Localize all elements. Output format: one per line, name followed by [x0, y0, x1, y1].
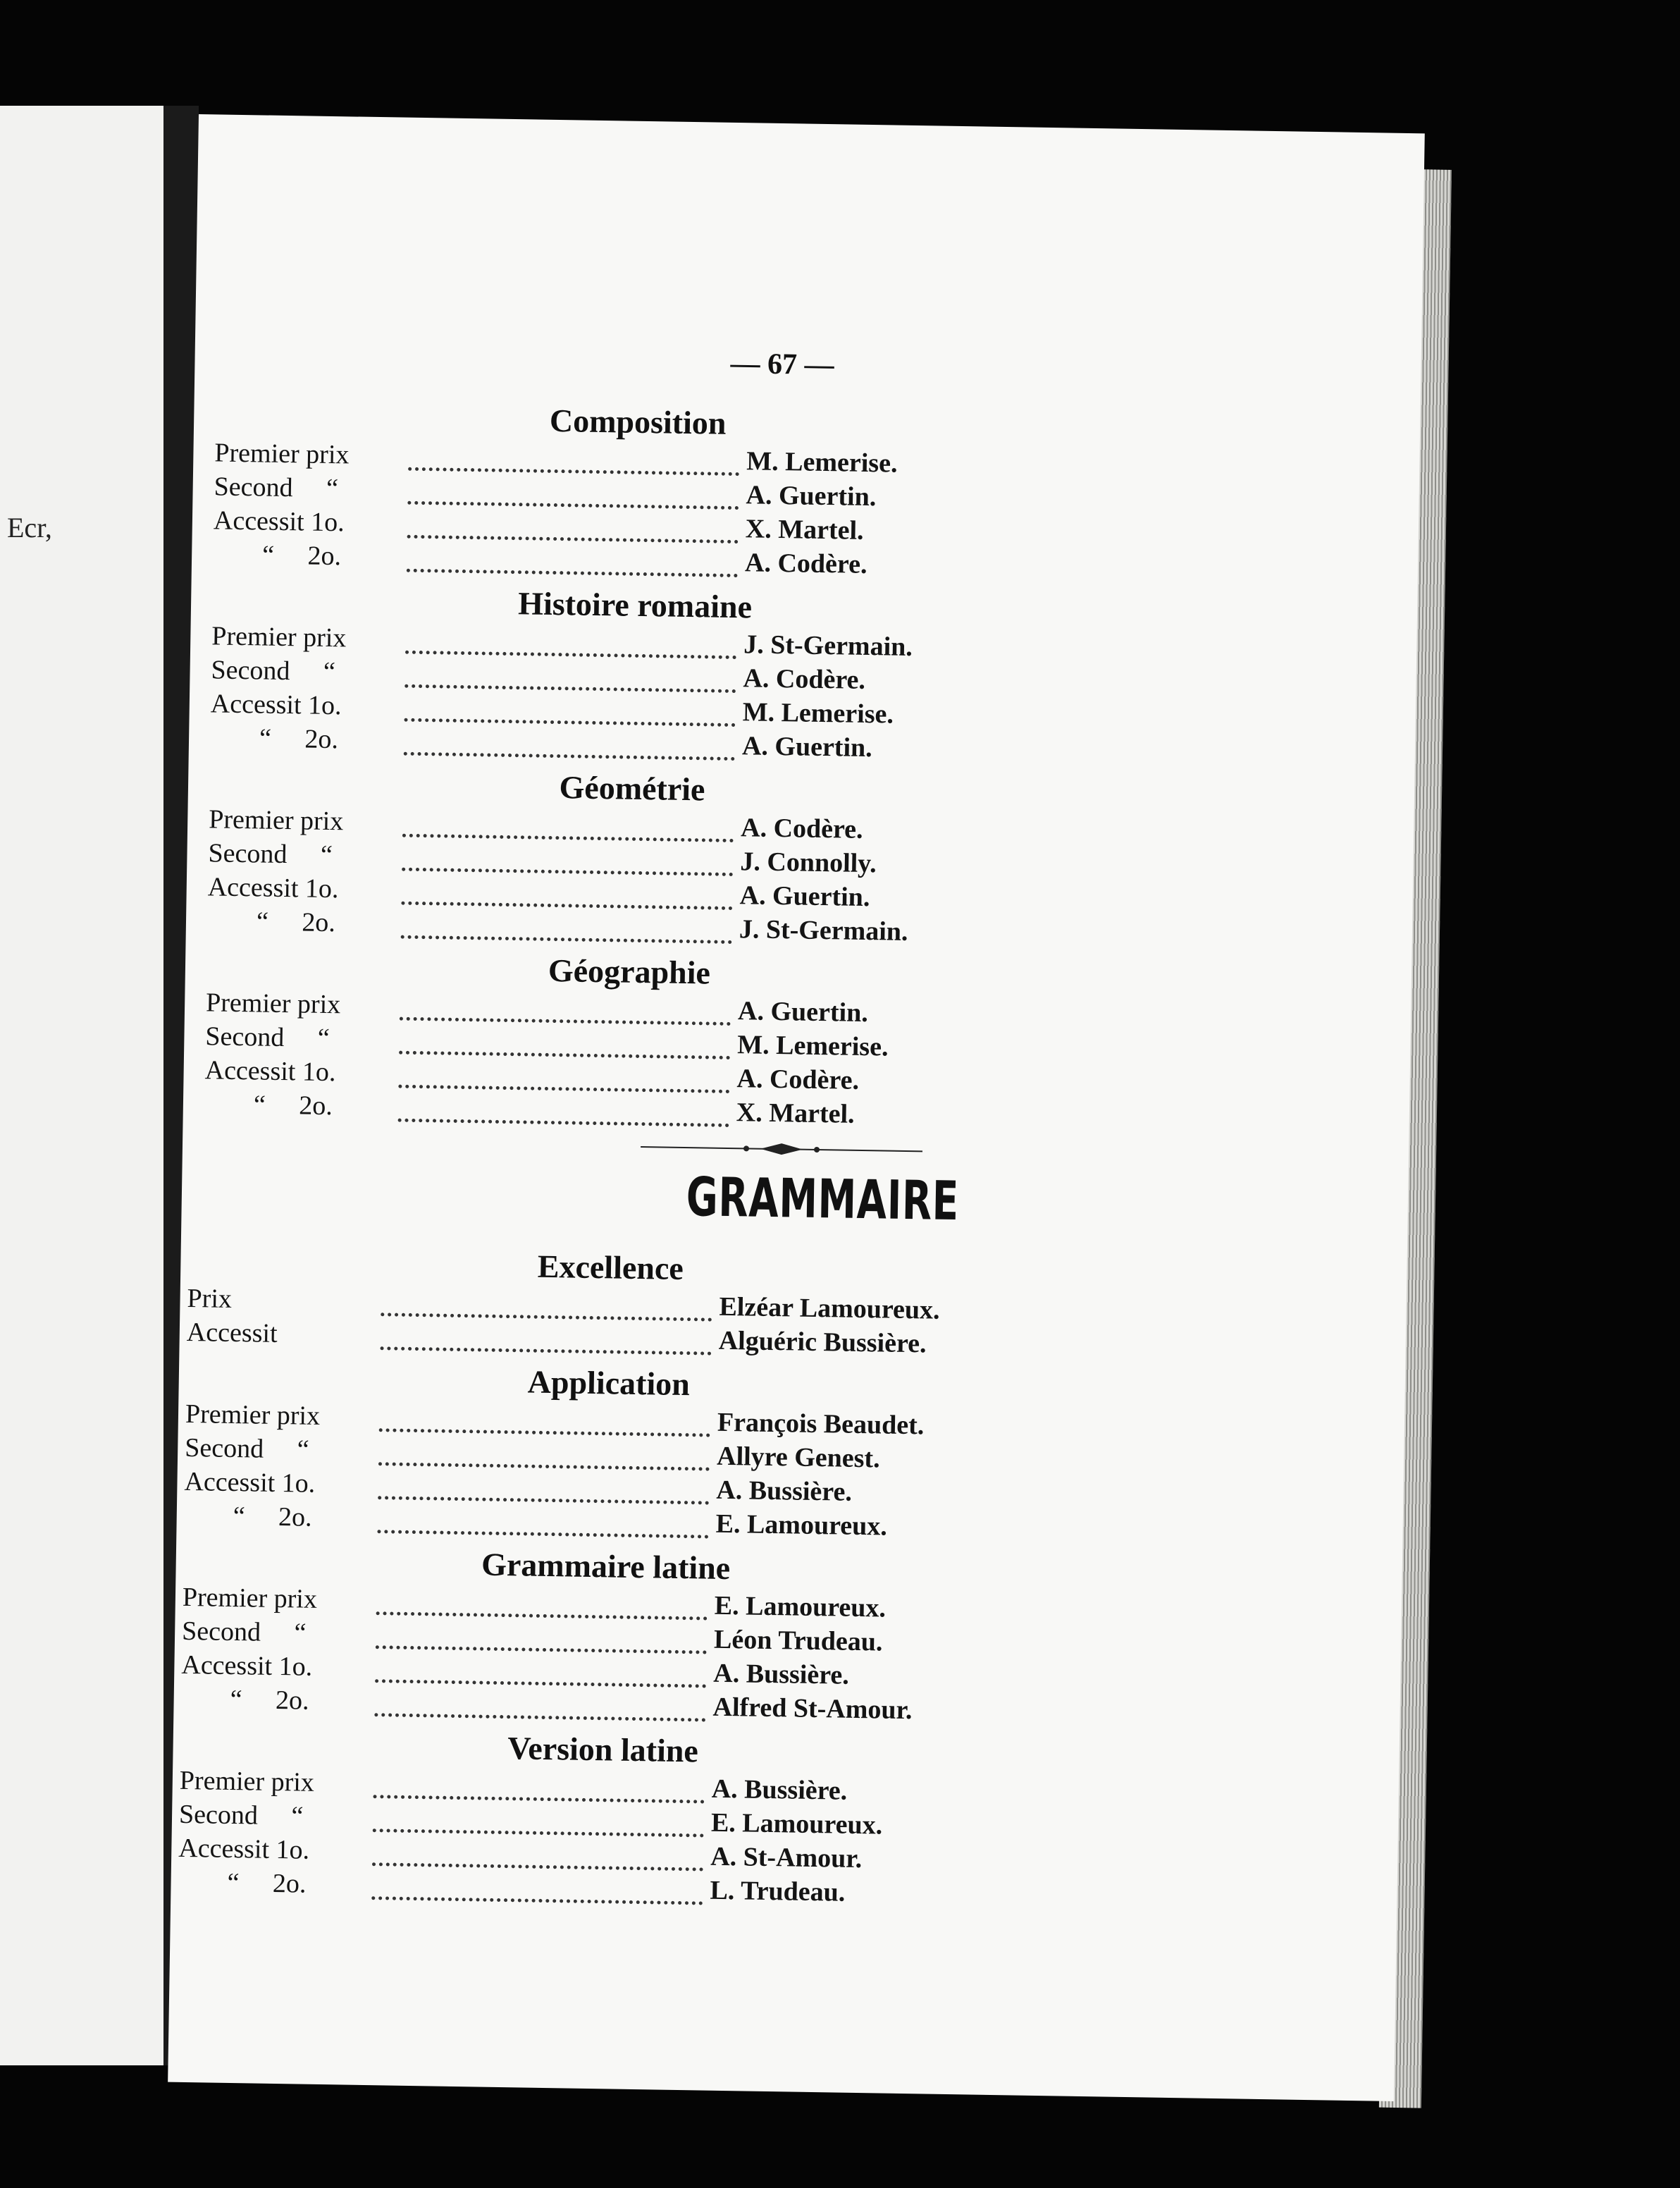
recipient-name: X. Martel. [736, 1098, 855, 1129]
dot-leader [377, 1527, 708, 1538]
prize-label: Premier prix [214, 438, 350, 470]
prize-label: Premier prix [182, 1582, 318, 1614]
recipient-name: A. Guertin. [739, 880, 870, 913]
recipient-name: Léon Trudeau. [713, 1624, 883, 1657]
recipient-name: Allyre Genest. [716, 1441, 880, 1474]
section-heading: Histoire romaine [517, 585, 753, 625]
section-heading: Géométrie [559, 769, 705, 808]
division-title: GRAMMAIRE [686, 1165, 960, 1233]
recipient-name: Alguéric Bussière. [718, 1325, 927, 1359]
dot-leader [400, 1014, 731, 1026]
dot-leader [404, 715, 736, 727]
recipient-name: Elzéar Lamoureux. [719, 1291, 940, 1325]
prize-label: “ 2o. [227, 1867, 307, 1899]
section-heading: Excellence [537, 1248, 684, 1287]
left-page-fragment: Ecr, [7, 512, 52, 543]
prize-label: Second “ [178, 1799, 304, 1831]
recipient-name: E. Lamoureux. [714, 1590, 887, 1623]
recipient-name: M. Lemerise. [742, 697, 894, 730]
dot-leader [373, 1826, 704, 1837]
prize-label: Prix [187, 1283, 233, 1314]
recipient-name: M. Lemerise. [737, 1030, 889, 1062]
book-page [168, 114, 1425, 2101]
recipient-name: A. Codère. [736, 1064, 860, 1095]
dot-leader [402, 865, 733, 876]
prize-label: Premier prix [185, 1399, 321, 1431]
prize-label: “ 2o. [256, 906, 336, 938]
dot-leader [407, 498, 739, 510]
left-page [0, 106, 163, 2065]
prize-label: Second “ [181, 1616, 307, 1648]
dot-leader [375, 1676, 706, 1688]
prize-label: Accessit 1o. [213, 505, 345, 538]
recipient-name: A. Bussière. [711, 1774, 848, 1806]
dot-leader [407, 532, 739, 543]
dot-leader [373, 1792, 705, 1803]
page-number: — 67 — [730, 347, 834, 382]
dot-leader [407, 566, 738, 577]
prize-label: Premier prix [179, 1765, 315, 1797]
dot-leader [404, 749, 735, 761]
prize-label: “ 2o. [259, 723, 339, 755]
prize-label: Second “ [208, 838, 333, 871]
prize-label: “ 2o. [233, 1501, 312, 1532]
recipient-name: X. Martel. [745, 514, 864, 546]
recipient-name: E. Lamoureux. [715, 1508, 888, 1542]
prize-label: Accessit 1o. [181, 1649, 313, 1682]
dot-leader [405, 648, 736, 659]
dot-leader [372, 1860, 703, 1871]
recipient-name: E. Lamoureux. [710, 1807, 883, 1840]
prize-label: Accessit 1o. [207, 872, 339, 904]
recipient-name: A. Guertin. [746, 480, 877, 512]
dot-leader [378, 1493, 709, 1504]
recipient-name: A. Guertin. [741, 731, 873, 763]
dot-leader [398, 1082, 729, 1093]
prize-label: Premier prix [208, 804, 344, 837]
dot-leader [379, 1425, 710, 1437]
recipient-name: J. Connolly. [740, 847, 877, 879]
prize-label: Accessit [186, 1317, 278, 1348]
ornamental-divider [641, 1138, 922, 1160]
dot-leader [380, 1344, 711, 1355]
prize-label: Premier prix [205, 988, 341, 1020]
prize-label: Accessit 1o. [184, 1466, 316, 1499]
recipient-name: A. Codère. [740, 813, 863, 844]
prize-label: “ 2o. [230, 1684, 309, 1716]
dot-leader [401, 933, 732, 944]
recipient-name: François Beaudet. [717, 1407, 925, 1441]
dot-leader [374, 1710, 705, 1721]
recipient-name: A. St-Amour. [710, 1841, 863, 1874]
prize-label: Second “ [214, 472, 339, 504]
prize-label: Accessit 1o. [178, 1833, 310, 1865]
prize-label: Accessit 1o. [204, 1055, 336, 1088]
section-heading: Version latine [507, 1730, 699, 1769]
dot-leader [371, 1893, 703, 1905]
recipient-name: M. Lemerise. [746, 446, 898, 479]
recipient-name: A. Guertin. [737, 996, 869, 1028]
dot-leader [378, 1459, 710, 1470]
prize-label: Premier prix [211, 621, 347, 653]
dot-leader [376, 1642, 707, 1654]
dot-leader [401, 899, 732, 910]
recipient-name: L. Trudeau. [710, 1875, 846, 1907]
recipient-name: Alfred St-Amour. [712, 1692, 913, 1726]
dot-leader [376, 1609, 708, 1620]
prize-label: Accessit 1o. [210, 689, 342, 721]
dot-leader [408, 465, 739, 476]
section-heading: Composition [549, 402, 727, 441]
prize-label: Second “ [211, 655, 336, 687]
dot-leader [398, 1116, 729, 1127]
recipient-name: A. Codère. [744, 548, 867, 579]
recipient-name: A. Bussière. [716, 1475, 853, 1507]
recipient-name: J. St-Germain. [743, 629, 913, 662]
section-heading: Grammaire latine [481, 1546, 731, 1587]
recipient-name: A. Codère. [743, 663, 866, 695]
recipient-name: A. Bussière. [713, 1658, 850, 1690]
prize-label: “ 2o. [253, 1090, 333, 1121]
dot-leader [399, 1048, 730, 1059]
recipient-name: J. St-Germain. [739, 914, 908, 947]
dot-leader [404, 682, 736, 693]
section-heading: Géographie [548, 952, 711, 991]
prize-label: Second “ [205, 1021, 330, 1054]
section-heading: Application [527, 1363, 691, 1403]
prize-label: Second “ [184, 1432, 309, 1465]
prize-label: “ 2o. [261, 540, 342, 572]
dot-leader [381, 1310, 712, 1321]
dot-leader [402, 831, 734, 842]
